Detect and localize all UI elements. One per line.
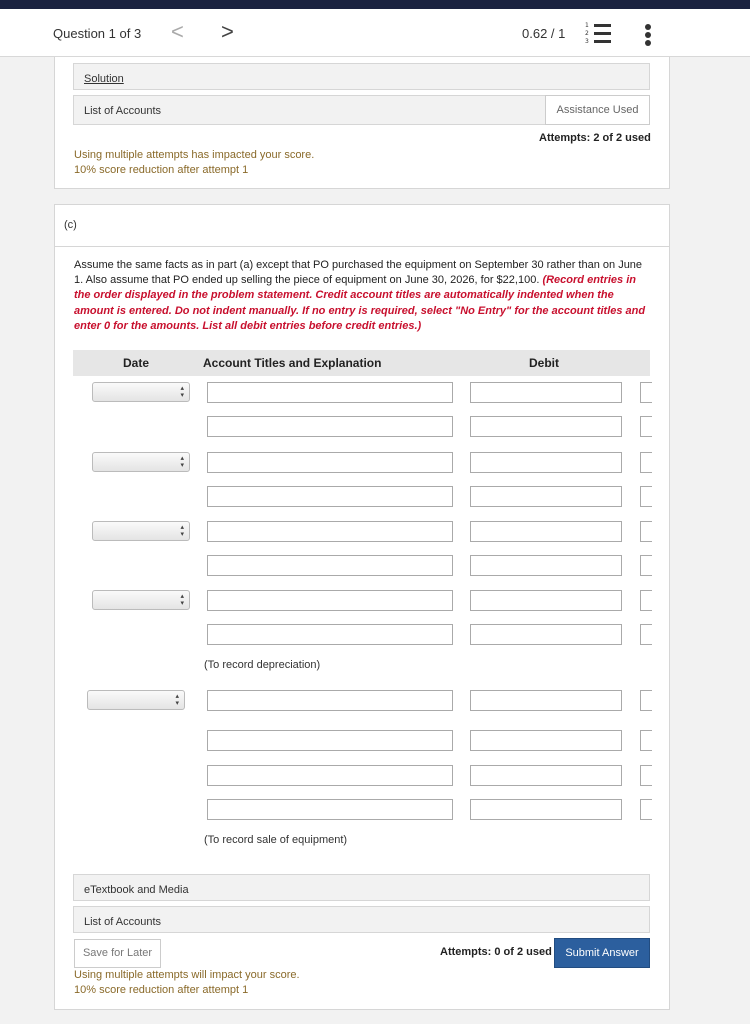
solution-bar[interactable] [73, 63, 650, 90]
credit-input[interactable] [640, 452, 652, 473]
account-title-input[interactable] [207, 486, 453, 507]
column-account-titles: Account Titles and Explanation [203, 356, 382, 370]
account-title-input[interactable] [207, 416, 453, 437]
list-of-accounts-label: List of Accounts [84, 105, 162, 117]
debit-input[interactable] [470, 590, 622, 611]
credit-input[interactable] [640, 690, 652, 711]
debit-input[interactable] [470, 521, 622, 542]
attempts-count: Attempts: 0 of 2 used [440, 946, 552, 958]
date-select[interactable] [92, 521, 190, 541]
column-date: Date [123, 356, 150, 370]
debit-input[interactable] [470, 690, 622, 711]
credit-input[interactable] [640, 555, 652, 576]
question-header [0, 9, 750, 57]
etextbook-bar[interactable] [73, 874, 650, 901]
debit-input[interactable] [470, 452, 622, 473]
list-of-accounts-bar-c[interactable] [73, 906, 650, 933]
account-title-input[interactable] [207, 382, 453, 403]
credit-input[interactable] [640, 416, 652, 437]
note-depreciation: (To record depreciation) [204, 659, 321, 671]
journal-table-header [73, 350, 650, 376]
credit-input[interactable] [640, 765, 652, 786]
credit-input[interactable] [640, 382, 652, 403]
credit-input[interactable] [640, 486, 652, 507]
score-display: 0.62 / 1 [522, 26, 566, 41]
account-title-input[interactable] [207, 452, 453, 473]
credit-input[interactable] [640, 799, 652, 820]
account-title-input[interactable] [207, 590, 453, 611]
date-select[interactable] [92, 452, 190, 472]
debit-input[interactable] [470, 416, 622, 437]
account-title-input[interactable] [207, 521, 453, 542]
score-warning-c: Using multiple attempts will impact your score. 10% score reduction after attempt 1 [74, 969, 300, 996]
account-title-input[interactable] [207, 690, 453, 711]
debit-input[interactable] [470, 486, 622, 507]
credit-input[interactable] [640, 590, 652, 611]
debit-input[interactable] [470, 765, 622, 786]
credit-input[interactable] [640, 521, 652, 542]
save-for-later-button[interactable]: Save for Later [74, 939, 161, 968]
date-select[interactable] [92, 590, 190, 610]
more-options-icon[interactable] [644, 23, 652, 47]
account-title-input[interactable] [207, 624, 453, 645]
date-select[interactable] [92, 382, 190, 402]
previous-question-button[interactable]: < [171, 19, 184, 44]
submit-answer-button[interactable]: Submit Answer [554, 938, 650, 968]
instructions: (Record entries in the order displayed in the problem statement. Credit account titles are automatically indented when the amount is entered. Do not indent manually. If no entry is required, select "No Entry" for the account titles and enter 0 for the amounts. List all debit entries before credit entries.) [74, 274, 646, 332]
note-sale: (To record sale of equipment) [204, 834, 348, 846]
debit-input[interactable] [470, 382, 622, 403]
assistance-used-badge: Assistance Used [545, 95, 650, 125]
solution-link[interactable]: Solution [84, 73, 124, 85]
credit-input[interactable] [640, 730, 652, 751]
problem-statement: Assume the same facts as in part (a) except that PO purchased the equipment on September 30 rather than on June 1. Also assume that PO ended up selling the piece of equipment on June 30, 2026, for $22,100. (Record entries in the order displayed in the problem statement. Credit account titles are automatically indented when the amount is entered. Do not indent manually. If no entry is required, select "No Entry" for the account titles and enter 0 for the amounts. List all debit entries before credit entries.) [74, 259, 646, 332]
credit-input[interactable] [640, 624, 652, 645]
debit-input[interactable] [470, 555, 622, 576]
column-debit: Debit [529, 356, 559, 370]
etextbook-label: eTextbook and Media [84, 884, 189, 896]
next-question-button[interactable]: > [221, 19, 234, 44]
part-divider [54, 246, 669, 247]
question-list-icon[interactable]: 1 2 3 [585, 22, 611, 46]
debit-input[interactable] [470, 730, 622, 751]
debit-input[interactable] [470, 799, 622, 820]
score-warning-previous: Using multiple attempts has impacted your score. 10% score reduction after attempt 1 [74, 149, 315, 176]
account-title-input[interactable] [207, 730, 453, 751]
top-bar [0, 0, 750, 9]
date-select[interactable] [87, 690, 185, 710]
attempts-used-previous: Attempts: 2 of 2 used [539, 132, 651, 144]
account-title-input[interactable] [207, 765, 453, 786]
account-title-input[interactable] [207, 799, 453, 820]
list-of-accounts-label-c: List of Accounts [84, 916, 162, 928]
question-counter: Question 1 of 3 [53, 26, 142, 41]
debit-input[interactable] [470, 624, 622, 645]
part-label: (c) [64, 219, 77, 231]
account-title-input[interactable] [207, 555, 453, 576]
